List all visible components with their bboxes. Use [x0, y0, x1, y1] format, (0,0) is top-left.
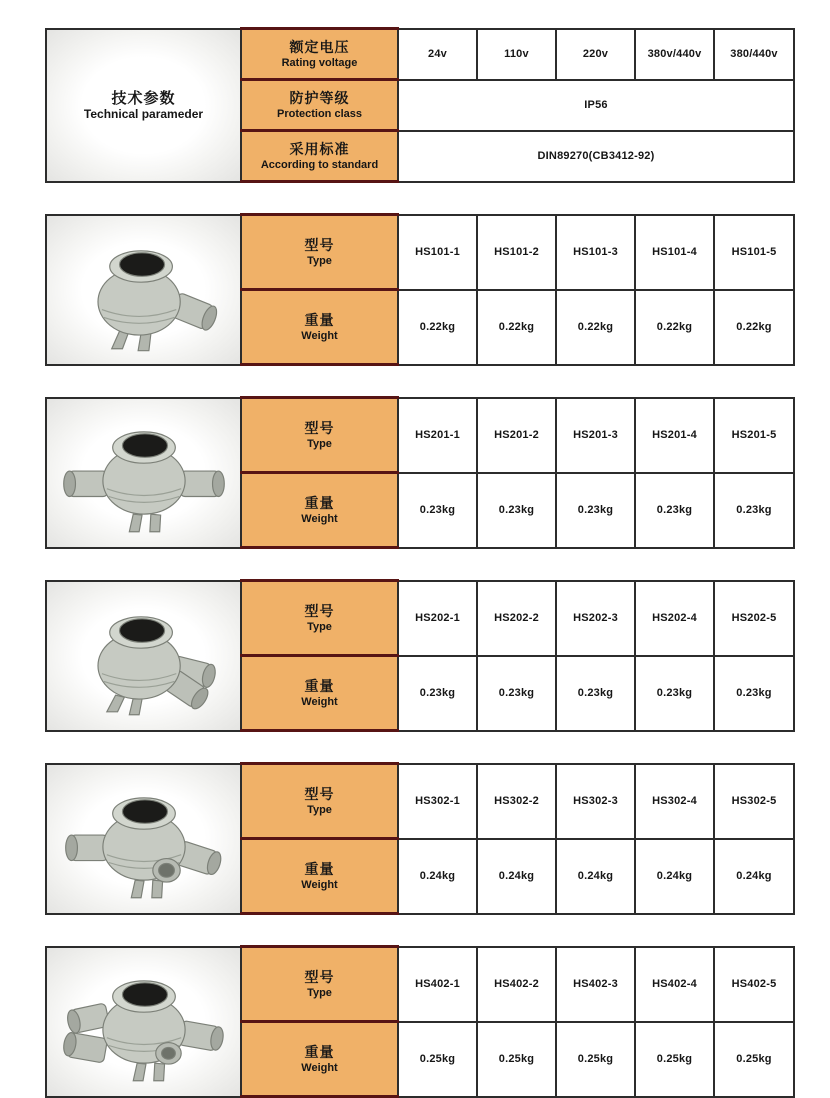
protection-class-header-cell: [241, 80, 398, 131]
weight-label-en: Weight: [301, 329, 338, 342]
voltage-value: 24v: [398, 29, 477, 80]
type-label-zh: 型号: [304, 785, 335, 802]
rating-voltage-label-en: Rating voltage: [281, 56, 358, 69]
product-photo-cell: [46, 764, 241, 914]
hs201-junction-box-photo: [51, 404, 237, 542]
protection-class-label-zh: 防护等级: [289, 89, 350, 106]
product-table-hs202: [45, 579, 795, 732]
type-value: HS302-5: [714, 764, 794, 839]
type-label-zh: 型号: [304, 236, 335, 253]
weight-value: 0.23kg: [556, 656, 635, 731]
standard-header-cell: [241, 131, 398, 182]
type-value: HS201-5: [714, 398, 794, 473]
product-table-hs402: [45, 945, 795, 1098]
type-label-en: Type: [307, 620, 332, 633]
type-value: HS202-2: [477, 581, 556, 656]
product-photo-cell: [46, 581, 241, 731]
weight-value: 0.24kg: [398, 839, 477, 914]
type-label-en: Type: [307, 803, 332, 816]
weight-label-zh: 重量: [304, 311, 335, 328]
voltage-value: 380/440v: [714, 29, 794, 80]
type-label-zh: 型号: [304, 602, 335, 619]
weight-value: 0.24kg: [477, 839, 556, 914]
weight-label-zh: 重量: [304, 860, 335, 877]
hs402-junction-box-photo: [51, 953, 237, 1091]
protection-class-label-en: Protection class: [277, 107, 362, 120]
weight-label-zh: 重量: [304, 677, 335, 694]
type-label-zh: 型号: [304, 968, 335, 985]
voltage-value: 220v: [556, 29, 635, 80]
type-value: HS202-5: [714, 581, 794, 656]
weight-header-cell: [241, 656, 398, 731]
type-header-cell: [241, 947, 398, 1022]
type-value: HS201-3: [556, 398, 635, 473]
weight-value: 0.24kg: [635, 839, 714, 914]
technical-parameters-table: [45, 27, 795, 183]
weight-value: 0.25kg: [556, 1022, 635, 1097]
product-table-hs201: [45, 396, 795, 549]
product-photo-cell: [46, 398, 241, 548]
weight-label-zh: 重量: [304, 494, 335, 511]
weight-value: 0.24kg: [556, 839, 635, 914]
weight-value: 0.23kg: [714, 473, 794, 548]
weight-label-en: Weight: [301, 1061, 338, 1074]
weight-value: 0.23kg: [398, 656, 477, 731]
weight-value: 0.23kg: [635, 656, 714, 731]
weight-header-cell: [241, 1022, 398, 1097]
type-value: HS201-2: [477, 398, 556, 473]
product-photo-cell: [46, 947, 241, 1097]
type-label-en: Type: [307, 437, 332, 450]
type-value: HS101-5: [714, 215, 794, 290]
type-value: HS402-4: [635, 947, 714, 1022]
protection-class-value: IP56: [398, 80, 794, 131]
type-header-cell: [241, 764, 398, 839]
type-value: HS101-1: [398, 215, 477, 290]
type-value: HS302-2: [477, 764, 556, 839]
weight-value: 0.22kg: [556, 290, 635, 365]
weight-label-zh: 重量: [304, 1043, 335, 1060]
weight-value: 0.23kg: [714, 656, 794, 731]
technical-parameters-label-en: Technical parameder: [83, 106, 204, 121]
weight-value: 0.24kg: [714, 839, 794, 914]
type-value: HS202-1: [398, 581, 477, 656]
product-table-hs302: [45, 762, 795, 915]
weight-header-cell: [241, 839, 398, 914]
type-value: HS201-4: [635, 398, 714, 473]
standard-value: DIN89270(CB3412-92): [398, 131, 794, 182]
product-photo-cell: [46, 215, 241, 365]
type-header-cell: [241, 581, 398, 656]
type-value: HS402-5: [714, 947, 794, 1022]
weight-header-cell: [241, 473, 398, 548]
product-table-hs101: [45, 213, 795, 366]
weight-value: 0.22kg: [635, 290, 714, 365]
technical-parameters-label-zh: 技术参数: [111, 89, 176, 107]
weight-label-en: Weight: [301, 512, 338, 525]
voltage-value: 380v/440v: [635, 29, 714, 80]
weight-value: 0.23kg: [556, 473, 635, 548]
weight-value: 0.22kg: [398, 290, 477, 365]
type-value: HS101-2: [477, 215, 556, 290]
type-value: HS202-4: [635, 581, 714, 656]
weight-header-cell: [241, 290, 398, 365]
type-value: HS202-3: [556, 581, 635, 656]
type-value: HS402-3: [556, 947, 635, 1022]
weight-value: 0.22kg: [477, 290, 556, 365]
weight-label-en: Weight: [301, 695, 338, 708]
type-value: HS101-4: [635, 215, 714, 290]
weight-value: 0.23kg: [635, 473, 714, 548]
weight-value: 0.25kg: [714, 1022, 794, 1097]
type-value: HS302-1: [398, 764, 477, 839]
weight-value: 0.23kg: [398, 473, 477, 548]
type-value: HS402-2: [477, 947, 556, 1022]
weight-value: 0.25kg: [398, 1022, 477, 1097]
voltage-value: 110v: [477, 29, 556, 80]
weight-value: 0.23kg: [477, 473, 556, 548]
standard-label-en: According to standard: [260, 158, 379, 171]
type-label-en: Type: [307, 254, 332, 267]
weight-label-en: Weight: [301, 878, 338, 891]
weight-value: 0.23kg: [477, 656, 556, 731]
weight-value: 0.25kg: [635, 1022, 714, 1097]
rating-voltage-label-zh: 额定电压: [289, 38, 350, 55]
type-label-en: Type: [307, 986, 332, 999]
type-value: HS101-3: [556, 215, 635, 290]
type-label-zh: 型号: [304, 419, 335, 436]
rating-voltage-header-cell: [241, 29, 398, 80]
type-header-cell: [241, 398, 398, 473]
type-value: HS201-1: [398, 398, 477, 473]
type-value: HS302-3: [556, 764, 635, 839]
type-header-cell: [241, 215, 398, 290]
weight-value: 0.25kg: [477, 1022, 556, 1097]
type-value: HS402-1: [398, 947, 477, 1022]
weight-value: 0.22kg: [714, 290, 794, 365]
standard-label-zh: 采用标准: [289, 140, 350, 157]
type-value: HS302-4: [635, 764, 714, 839]
technical-parameters-title-cell: [46, 29, 241, 182]
hs302-junction-box-photo: [51, 770, 237, 908]
hs101-junction-box-photo: [51, 221, 237, 359]
hs202-junction-box-photo: [51, 587, 237, 725]
